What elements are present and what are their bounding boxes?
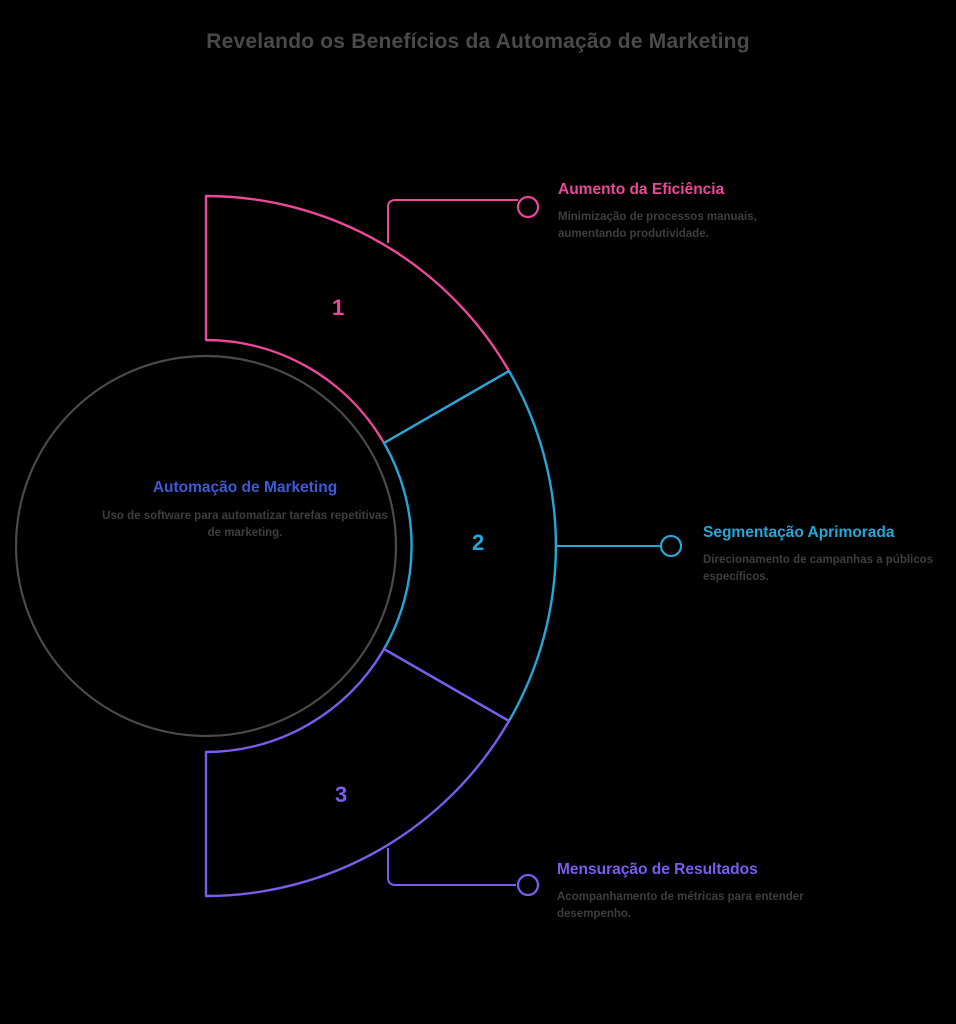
segment-arc-3 <box>206 649 509 896</box>
callout-title-3: Mensuração de Resultados <box>557 861 758 878</box>
core-description: Uso de software para automatizar tarefas repetitivas de marketing. <box>102 509 388 539</box>
callout-title-2: Segmentação Aprimorada <box>703 524 895 541</box>
page-title: Revelando os Benefícios da Automação de Marketing <box>206 30 750 53</box>
callout-description-3: Acompanhamento de métricas para entender desempenho. <box>557 891 804 921</box>
segment-number-1: 1 <box>332 295 345 320</box>
callout-title-1: Aumento da Eficiência <box>558 181 725 198</box>
segment-number-2: 2 <box>472 530 485 555</box>
core-label-group <box>95 478 395 541</box>
segment-arc-2 <box>384 371 556 721</box>
callout-description-1: Minimização de processos manuais, aumentando produtividade. <box>558 211 757 241</box>
connector-node-3 <box>518 875 538 895</box>
segment-arc-1 <box>206 196 509 443</box>
callout-2 <box>703 523 953 587</box>
connector-line-3 <box>388 848 516 885</box>
core-circle <box>16 356 396 736</box>
callout-3 <box>557 860 807 924</box>
callout-description-2: Direcionamento de campanhas a públicos específicos. <box>703 554 934 584</box>
segment-number-3: 3 <box>335 782 348 807</box>
core-title: Automação de Marketing <box>152 479 338 496</box>
connector-node-2 <box>661 536 681 556</box>
callout-1 <box>558 180 808 244</box>
connector-line-1 <box>388 200 518 243</box>
connector-node-1 <box>518 197 538 217</box>
